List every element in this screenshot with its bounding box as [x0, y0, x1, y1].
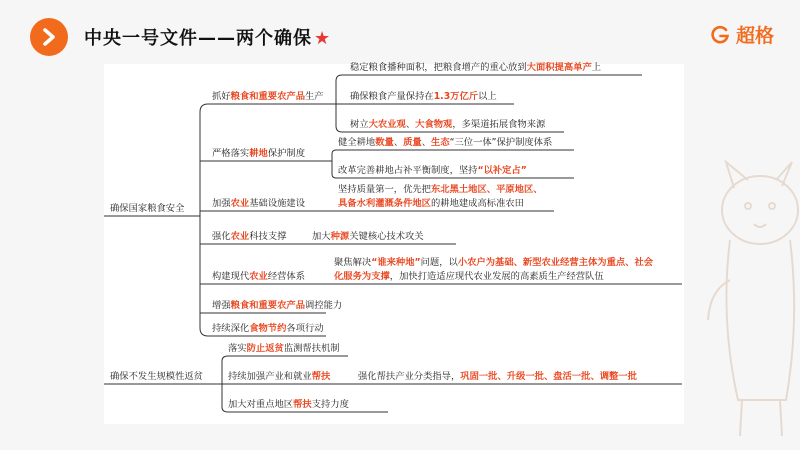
leaf-who-farms-line-1 [334, 256, 653, 270]
slide-header [0, 0, 800, 66]
branch-industry-employment-pre: 持续加强产业和就业 [228, 371, 312, 382]
leaf-stable-planting [350, 61, 601, 75]
branch-infrastructure-pre: 加强 [212, 198, 231, 209]
branch-key-areas-support-post: 支持力度 [311, 399, 349, 410]
brand-g-icon [710, 25, 730, 45]
branch-food-saving-post: 各项行动 [286, 323, 324, 334]
leaf-high-standard-farmland-line-2 [338, 197, 524, 211]
leaf-stable-planting-highlight: 大面积提高单产 [526, 62, 592, 73]
branch-farmland-protection-pre: 严格落实 [212, 148, 250, 159]
chevron-right-icon [39, 27, 59, 47]
branch-monitoring-mechanism-pre: 落实 [228, 343, 247, 354]
branch-modern-operation-pre: 构建现代 [212, 271, 250, 282]
leaf-who-farms-line-2-highlight: 化服务为支撑 [334, 271, 390, 282]
branch-infrastructure-highlight: 农业 [230, 198, 250, 209]
branch-key-areas-support [228, 398, 349, 412]
leaf-who-farms-line-1-highlight-2: 小农户为基础、新型农业经营主体为重点、社会 [457, 257, 654, 268]
branch-modern-operation-highlight: 农业 [249, 271, 268, 282]
leaf-who-farms-line-2-post: ，加快打造适应现代农业发展的高素质生产经营队伍 [389, 271, 604, 282]
header-logo [30, 18, 68, 56]
root-node-prevent-poverty-return: 确保不发生规模性返贫 [110, 371, 203, 382]
brand-name: 超格 [735, 25, 774, 47]
leaf-three-in-one-highlight-3: 生态 [431, 137, 450, 148]
leaf-industry-guidance-highlight: 巩固一批、升级一批、盘活一批、调整一批 [460, 371, 637, 382]
leaf-three-in-one-highlight-1: 数量 [375, 137, 394, 148]
leaf-high-standard-farmland-line-1 [338, 183, 543, 197]
leaf-big-agriculture-highlight-2: 大食物观 [415, 119, 453, 130]
branch-grain-production-post: 生产 [305, 91, 324, 102]
branch-regulation-capacity [212, 299, 342, 313]
branch-monitoring-mechanism-highlight: 防止返贫 [246, 343, 284, 354]
branch-grain-production-highlight: 粮食和重要农产品 [230, 91, 305, 102]
leaf-high-standard-farmland-line-2-post: 的耕地建成高标准农田 [430, 198, 524, 209]
page-title [84, 24, 331, 50]
branch-monitoring-mechanism [228, 342, 340, 356]
leaf-big-agriculture-highlight-1: 大农业观 [368, 119, 406, 130]
leaf-who-farms-line-2 [334, 270, 604, 284]
leaf-three-in-one-highlight-2: 质量 [403, 137, 422, 148]
branch-food-saving [212, 322, 324, 336]
leaf-seed-source-highlight: 种源 [330, 231, 350, 242]
star-icon: ★ [314, 28, 332, 49]
branch-food-saving-pre: 持续深化 [212, 323, 250, 334]
leaf-seed-source-pre: 加大 [312, 231, 331, 242]
leaf-three-in-one-sep-2: 、 [421, 137, 432, 148]
leaf-grain-output [350, 90, 497, 104]
leaf-who-farms-line-1-highlight-1: “谁来种地” [371, 257, 421, 268]
branch-farmland-protection-highlight: 耕地 [249, 148, 268, 159]
leaf-industry-guidance-pre: 强化帮扶产业分类指导， [358, 371, 461, 382]
leaf-industry-guidance [358, 370, 637, 384]
leaf-big-agriculture-post: ，多渠道拓展食物来源 [452, 119, 546, 130]
branch-modern-operation [212, 270, 305, 284]
branch-agri-tech-highlight: 农业 [230, 231, 250, 242]
branch-key-areas-support-highlight: 帮扶 [293, 399, 312, 410]
leaf-seed-source [312, 230, 424, 244]
leaf-high-standard-farmland-line-2-highlight: 具备水利灌溉条件地区 [338, 198, 431, 209]
branch-agri-tech-pre: 强化 [212, 231, 231, 242]
leaf-seed-source-post: 关键核心技术攻关 [349, 231, 424, 242]
leaf-who-farms-line-1-pre: 聚焦解决 [334, 257, 372, 268]
branch-monitoring-mechanism-post: 监测帮扶机制 [283, 343, 340, 354]
branch-grain-production [212, 90, 324, 104]
leaf-big-agriculture [350, 118, 545, 132]
leaf-occupation-balance-highlight: “以补定占” [477, 165, 527, 176]
branch-agri-tech-post: 科技支撑 [249, 231, 287, 242]
leaf-three-in-one-post: “三位一体”保护制度体系 [449, 137, 553, 148]
leaf-big-agriculture-pre: 树立 [350, 119, 369, 130]
leaf-who-farms-line-1-mid: 问题，以 [420, 257, 458, 268]
branch-industry-employment-highlight: 帮扶 [311, 371, 331, 382]
branch-regulation-capacity-pre: 增强 [212, 300, 231, 311]
leaf-big-agriculture-mid: 、 [405, 119, 416, 130]
leaf-three-in-one-sep-1: 、 [393, 137, 404, 148]
branch-food-saving-highlight: 食物节约 [249, 323, 287, 334]
page-title-text: 中央一号文件——两个确保 [84, 28, 312, 49]
leaf-stable-planting-post: 上 [591, 62, 602, 73]
branch-regulation-capacity-post: 调控能力 [305, 300, 343, 311]
leaf-occupation-balance [338, 164, 527, 178]
branch-industry-employment [228, 370, 330, 384]
branch-key-areas-support-pre: 加大对重点地区 [228, 399, 294, 410]
branch-modern-operation-post: 经营体系 [267, 271, 306, 282]
leaf-three-in-one-pre: 健全耕地 [338, 137, 376, 148]
branch-agri-tech [212, 230, 286, 244]
leaf-grain-output-pre: 确保粮食产量保持在 [350, 91, 434, 102]
leaf-three-in-one [338, 136, 552, 150]
leaf-grain-output-highlight: 1.3万亿斤 [433, 91, 479, 102]
leaf-occupation-balance-pre: 改革完善耕地占补平衡制度，坚持 [338, 165, 478, 176]
branch-infrastructure-post: 基础设施建设 [249, 198, 306, 209]
leaf-grain-output-post: 以上 [478, 91, 497, 102]
branch-farmland-protection [212, 147, 305, 161]
leaf-stable-planting-pre: 稳定粮食播种面积，把粮食增产的重心放到 [350, 62, 527, 73]
root-node-food-security: 确保国家粮食安全 [110, 203, 185, 214]
branch-farmland-protection-post: 保护制度 [267, 148, 306, 159]
branch-grain-production-pre: 抓好 [212, 91, 231, 102]
leaf-high-standard-farmland-line-1-highlight: 东北黑土地区、平原地区、 [430, 184, 543, 195]
mindmap-card [104, 64, 684, 424]
branch-infrastructure [212, 197, 305, 211]
mascot-illustration [690, 140, 800, 450]
leaf-high-standard-farmland-line-1-pre: 坚持质量第一，优先把 [338, 184, 431, 195]
brand-logo [710, 21, 774, 48]
branch-regulation-capacity-highlight: 粮食和重要农产品 [230, 300, 305, 311]
